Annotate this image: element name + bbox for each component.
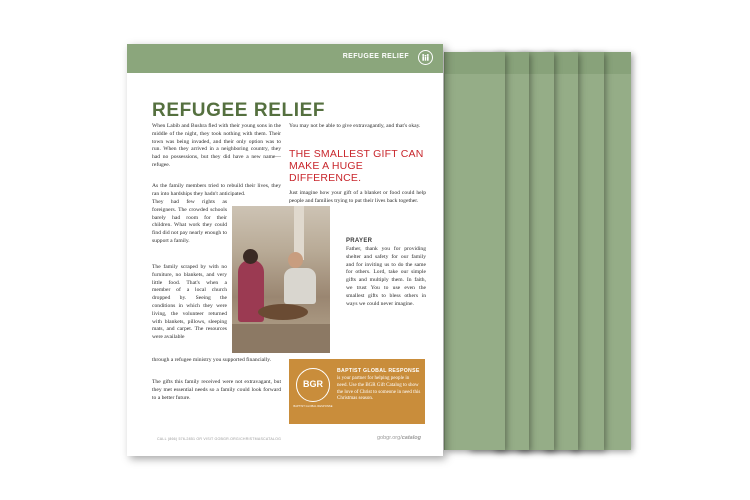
body-paragraph: As the family members tried to rebuild their lives, they ran into hardships they hadn't anticipated. [152, 183, 281, 197]
body-paragraph: They had few rights as foreigners. The crowded schools barely had room for their children. What work they could find did not pay nearly enough to support a family. [152, 199, 227, 244]
footer-url-domain: gobgr.org/ [376, 435, 402, 441]
footer-url[interactable] [377, 435, 421, 441]
body-paragraph: When Labib and Bushra fled with their young sons in the middle of the night, they took nothing with them. Their town was being invaded, and their only option was to run. When they arrived in a neighboring country, they had no possessions, but they did have a new name—refugee. [152, 123, 281, 168]
body-paragraph: The family scraped by with no furniture, no blankets, and very little food. That's when a member of a local church dropped by. Seeing the conditions in which they were living, the volunteer returned with blankets, pillows, sleeping mats, and carpet. The resources were available [152, 264, 227, 341]
footer-url-path: catalog [401, 435, 421, 441]
headline: THE SMALLEST GIFT CAN MAKE A HUGE DIFFERENCE. [289, 148, 424, 184]
front-page [127, 44, 443, 456]
family-icon [418, 50, 433, 65]
prayer-heading: PRAYER [346, 238, 373, 244]
bgr-logo-text: BGR [303, 379, 323, 389]
body-paragraph: through a refugee ministry you supported financially. [152, 357, 272, 363]
prayer-text: Father, thank you for providing shelter and safety for our family and for inviting us to do the same for others. Lord, take our simple gifts and multiply them. In faith, we trust You to use even the smallest gifts to bless others in ways we could never imagine. [346, 246, 426, 307]
header-label: REFUGEE RELIEF [342, 53, 409, 60]
footer-contact: CALL (866) 576-2851 OR VISIT GOBGR.ORG/CHRISTMASCATALOG [157, 437, 282, 441]
stacked-page [444, 52, 505, 450]
bgr-text: is your partner for helping people in need. Use the BGR Gift Catalog to show the love of Christ to someone in need this Christmas season. [337, 376, 421, 402]
body-paragraph: The gifts this family received were not extravagant, but they met essential needs so a family could look forward to a better future. [152, 379, 281, 401]
header-bar [127, 44, 443, 73]
right-intro: You may not be able to give extravagantly, and that's okay. [289, 123, 421, 129]
bgr-logo-subtext: BAPTIST GLOBAL RESPONSE [293, 405, 333, 408]
bgr-title: BAPTIST GLOBAL RESPONSE [337, 368, 420, 374]
right-paragraph: Just imagine how your gift of a blanket or food could help people and families trying to put their lives back together. [289, 190, 426, 204]
page-title: REFUGEE RELIEF [152, 100, 326, 121]
family-photo [232, 206, 330, 353]
bgr-callout [289, 359, 425, 424]
